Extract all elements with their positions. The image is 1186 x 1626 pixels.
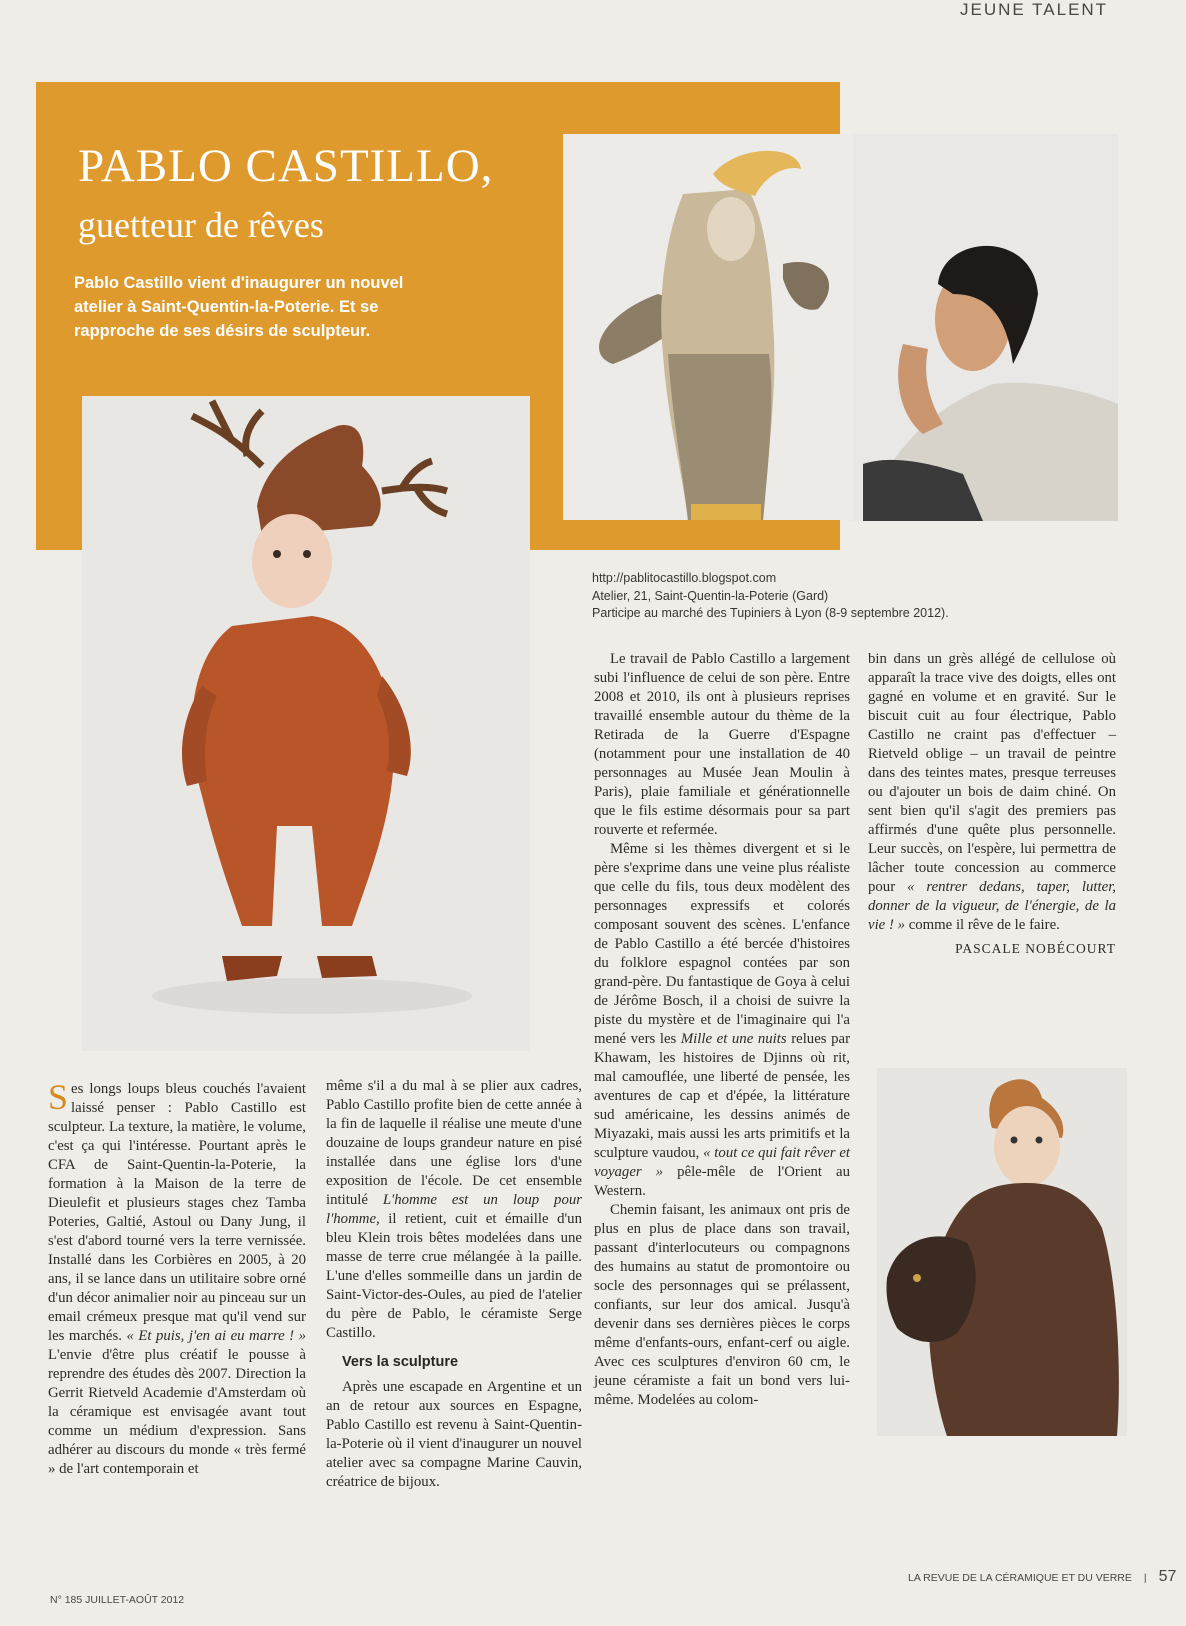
paragraph: Chemin faisant, les animaux ont pris de plus en plus de place dans son travail, passant d'interlocuteurs ou compagnons des humains au statut de promontoire ou socle des personnages qui se prélassent, confiants, sur leur dos amical. Jusqu'à devenir dans ses dernières pièces le corps même d'enfants-ours, enfant-cerf ou aigle. Avec ces sculptures d'environ 60 cm, le jeune céramiste a fait un bond vers lui-même. Modelées au colom- — [594, 1202, 850, 1408]
article-subtitle: guetteur de rêves — [78, 205, 324, 245]
paragraph: même s'il a du mal à se plier aux cadres, Pablo Castillo profite bien de cette année à la fin de laquelle il réalise une meute d'une douzaine de loups grandeur nature en pisé installée dans une église lors d'une exposition de l'école. De cet ensemble intitulé L'homme est un loup pour l'homme, il retient, cuit et émaille d'un bleu Klein trois bêtes modelées dans une masse de terre crue mélangée à la paille. L'une d'elles sommeille dans un jardin de Saint-Victor-des-Oules, au pied de l'atelier du père de Pablo, le céramiste Serge Castillo. — [326, 1078, 582, 1341]
page-number: 57 — [1158, 1568, 1177, 1585]
photo-deer-child-sculpture — [82, 396, 530, 1051]
paragraph: Ses longs loups bleus couchés l'avaient laissé penser : Pablo Castillo est sculpteur. La texture, la matière, le volume, c'est ça qui l'intéresse. Pourtant après le CFA de Saint-Quentin-la-Poterie, la formation à la Maison de la terre de Dieulefit et plusieurs stages chez Tamba Poteries, Galtié, Astoul ou Dany Jung, il s'est d'abord tourné vers la terre vernissée. Installé dans les Corbières en 2005, à 20 ans, il se lance dans un utilitaire sobre orné d'un décor animalier noir au pinceau sur un email crémeux presque mat qu'il vend sur les marchés. « Et puis, j'en ai eu marre ! » L'envie d'être plus créatif le pousse à reprendre des études dès 2007. Direction la Gerrit Rietveld Academie d'Amsterdam où la céramique est envisagée avant tout comme un médium d'expression. Sans adhérer au discours du monde « très fermé » de l'art contemporain et — [48, 1077, 306, 1477]
quote: « Et puis, j'en ai eu marre ! » — [126, 1328, 306, 1344]
info-event: Participe au marché des Tupiniers à Lyon (8-9 septembre 2012). — [592, 606, 949, 620]
info-block — [592, 570, 1032, 623]
paragraph: Même si les thèmes divergent et si le père s'exprime dans une veine plus réaliste que celle du fils, tous deux modèlent des personnages expressifs et colorés composant souvent des scènes. L'enfance de Pablo Castillo a été bercée d'histoires du folklore espagnol contées par son grand-père. Du fantastique de Goya à celui de Jérôme Bosch, il a choisi de suivre la piste du mystère et de l'imaginaire qui l'a mené vers les Mille et une nuits relues par Khawam, les histoires de Djinns où rit, mal camouflée, une liberté de pensée, les aventures de cap et d'épée, la littérature sud américaine, les dessins animés de Miyazaki, mais aussi les arts primitifs et la sculpture vaudou, « tout ce qui fait rêver et voyager » pêle-mêle de l'Orient au Western. — [594, 841, 851, 1199]
work-title: L'homme est un loup pour l'homme, — [326, 1192, 582, 1227]
paragraph: Après une escapade en Argentine et un an de retour aux sources en Espagne, Pablo Castillo est revenu à Saint-Quentin-la-Poterie où il vient d'inaugurer un nouvel atelier avec sa compagne Marine Cauvin, créatrice de bijoux. — [326, 1379, 582, 1490]
article-standfirst: Pablo Castillo vient d'inaugurer un nouvel atelier à Saint-Quentin-la-Poterie. Et se rapproche de ses désirs de sculpteur. — [74, 274, 404, 340]
bird-sculpture-illustration — [563, 134, 1118, 521]
info-address: Atelier, 21, Saint-Quentin-la-Poterie (Gard) — [592, 588, 829, 603]
author-byline: PASCALE NOBÉCOURT — [955, 941, 1116, 956]
folio-separator: | — [1143, 1572, 1147, 1584]
quote: « tout ce qui fait rêver et voyager » — [594, 1145, 850, 1180]
article-column-3 — [594, 650, 850, 1410]
article-column-4 — [868, 650, 1116, 958]
magazine-name: LA REVUE DE LA CÉRAMIQUE ET DU VERRE — [908, 1572, 1132, 1584]
section-label: JEUNE TALENT — [960, 0, 1109, 19]
article-column-2 — [326, 1077, 582, 1492]
article-column-1 — [48, 1077, 306, 1479]
magazine-folio — [908, 1568, 1176, 1586]
subheading: Vers la sculpture — [342, 1354, 459, 1370]
photo-bird-sculpture-and-artist — [563, 134, 1118, 521]
photo-bear-child-sculpture — [877, 1068, 1127, 1436]
paragraph: bin dans un grès allégé de cellulose où apparaît la trace vive des doigts, elles ont gagné en volume et en gravité. Sur le biscuit cuit au four électrique, Pablo Castillo ne craint pas d'effectuer – Rietveld oblige – un travail de peintre dans des teintes mates, presque terreuses ou d'ajouter un bois de daim chiné. On sent bien qu'il s'agit des premiers pas affirmés d'une quête plus personnelle. Leur succès, on l'espère, lui permettra de lâcher toute concession au commerce pour « rentrer dedans, taper, lutter, donner de la vigueur, de l'énergie, de la vie ! » comme il rêve de le faire. — [868, 651, 1117, 933]
quote: « rentrer dedans, taper, lutter, donner de la vigueur, de l'énergie, de la vie ! » — [868, 879, 1117, 933]
info-url: http://pablitocastillo.blogspot.com — [592, 571, 777, 585]
deer-child-sculpture-illustration — [82, 396, 530, 1051]
book-title: Mille et une nuits — [680, 1031, 787, 1047]
article-title: PABLO CASTILLO, — [78, 140, 494, 192]
bear-child-sculpture-illustration — [877, 1068, 1127, 1436]
drop-cap: S — [48, 1077, 69, 1117]
issue-folio: N° 185 JUILLET-AOÛT 2012 — [50, 1594, 185, 1606]
paragraph: Le travail de Pablo Castillo a largement subi l'influence de celui de son père. Entre 2008 et 2010, ils ont à plusieurs reprises travaillé ensemble autour du thème de la Retirada de la Guerre d'Espagne (notamment pour une installation de 40 personnages au Musée Jean Moulin à Paris), plaie familiale et générationnelle que le fils estime désormais pour sa part rouverte et refermée. — [594, 651, 850, 838]
